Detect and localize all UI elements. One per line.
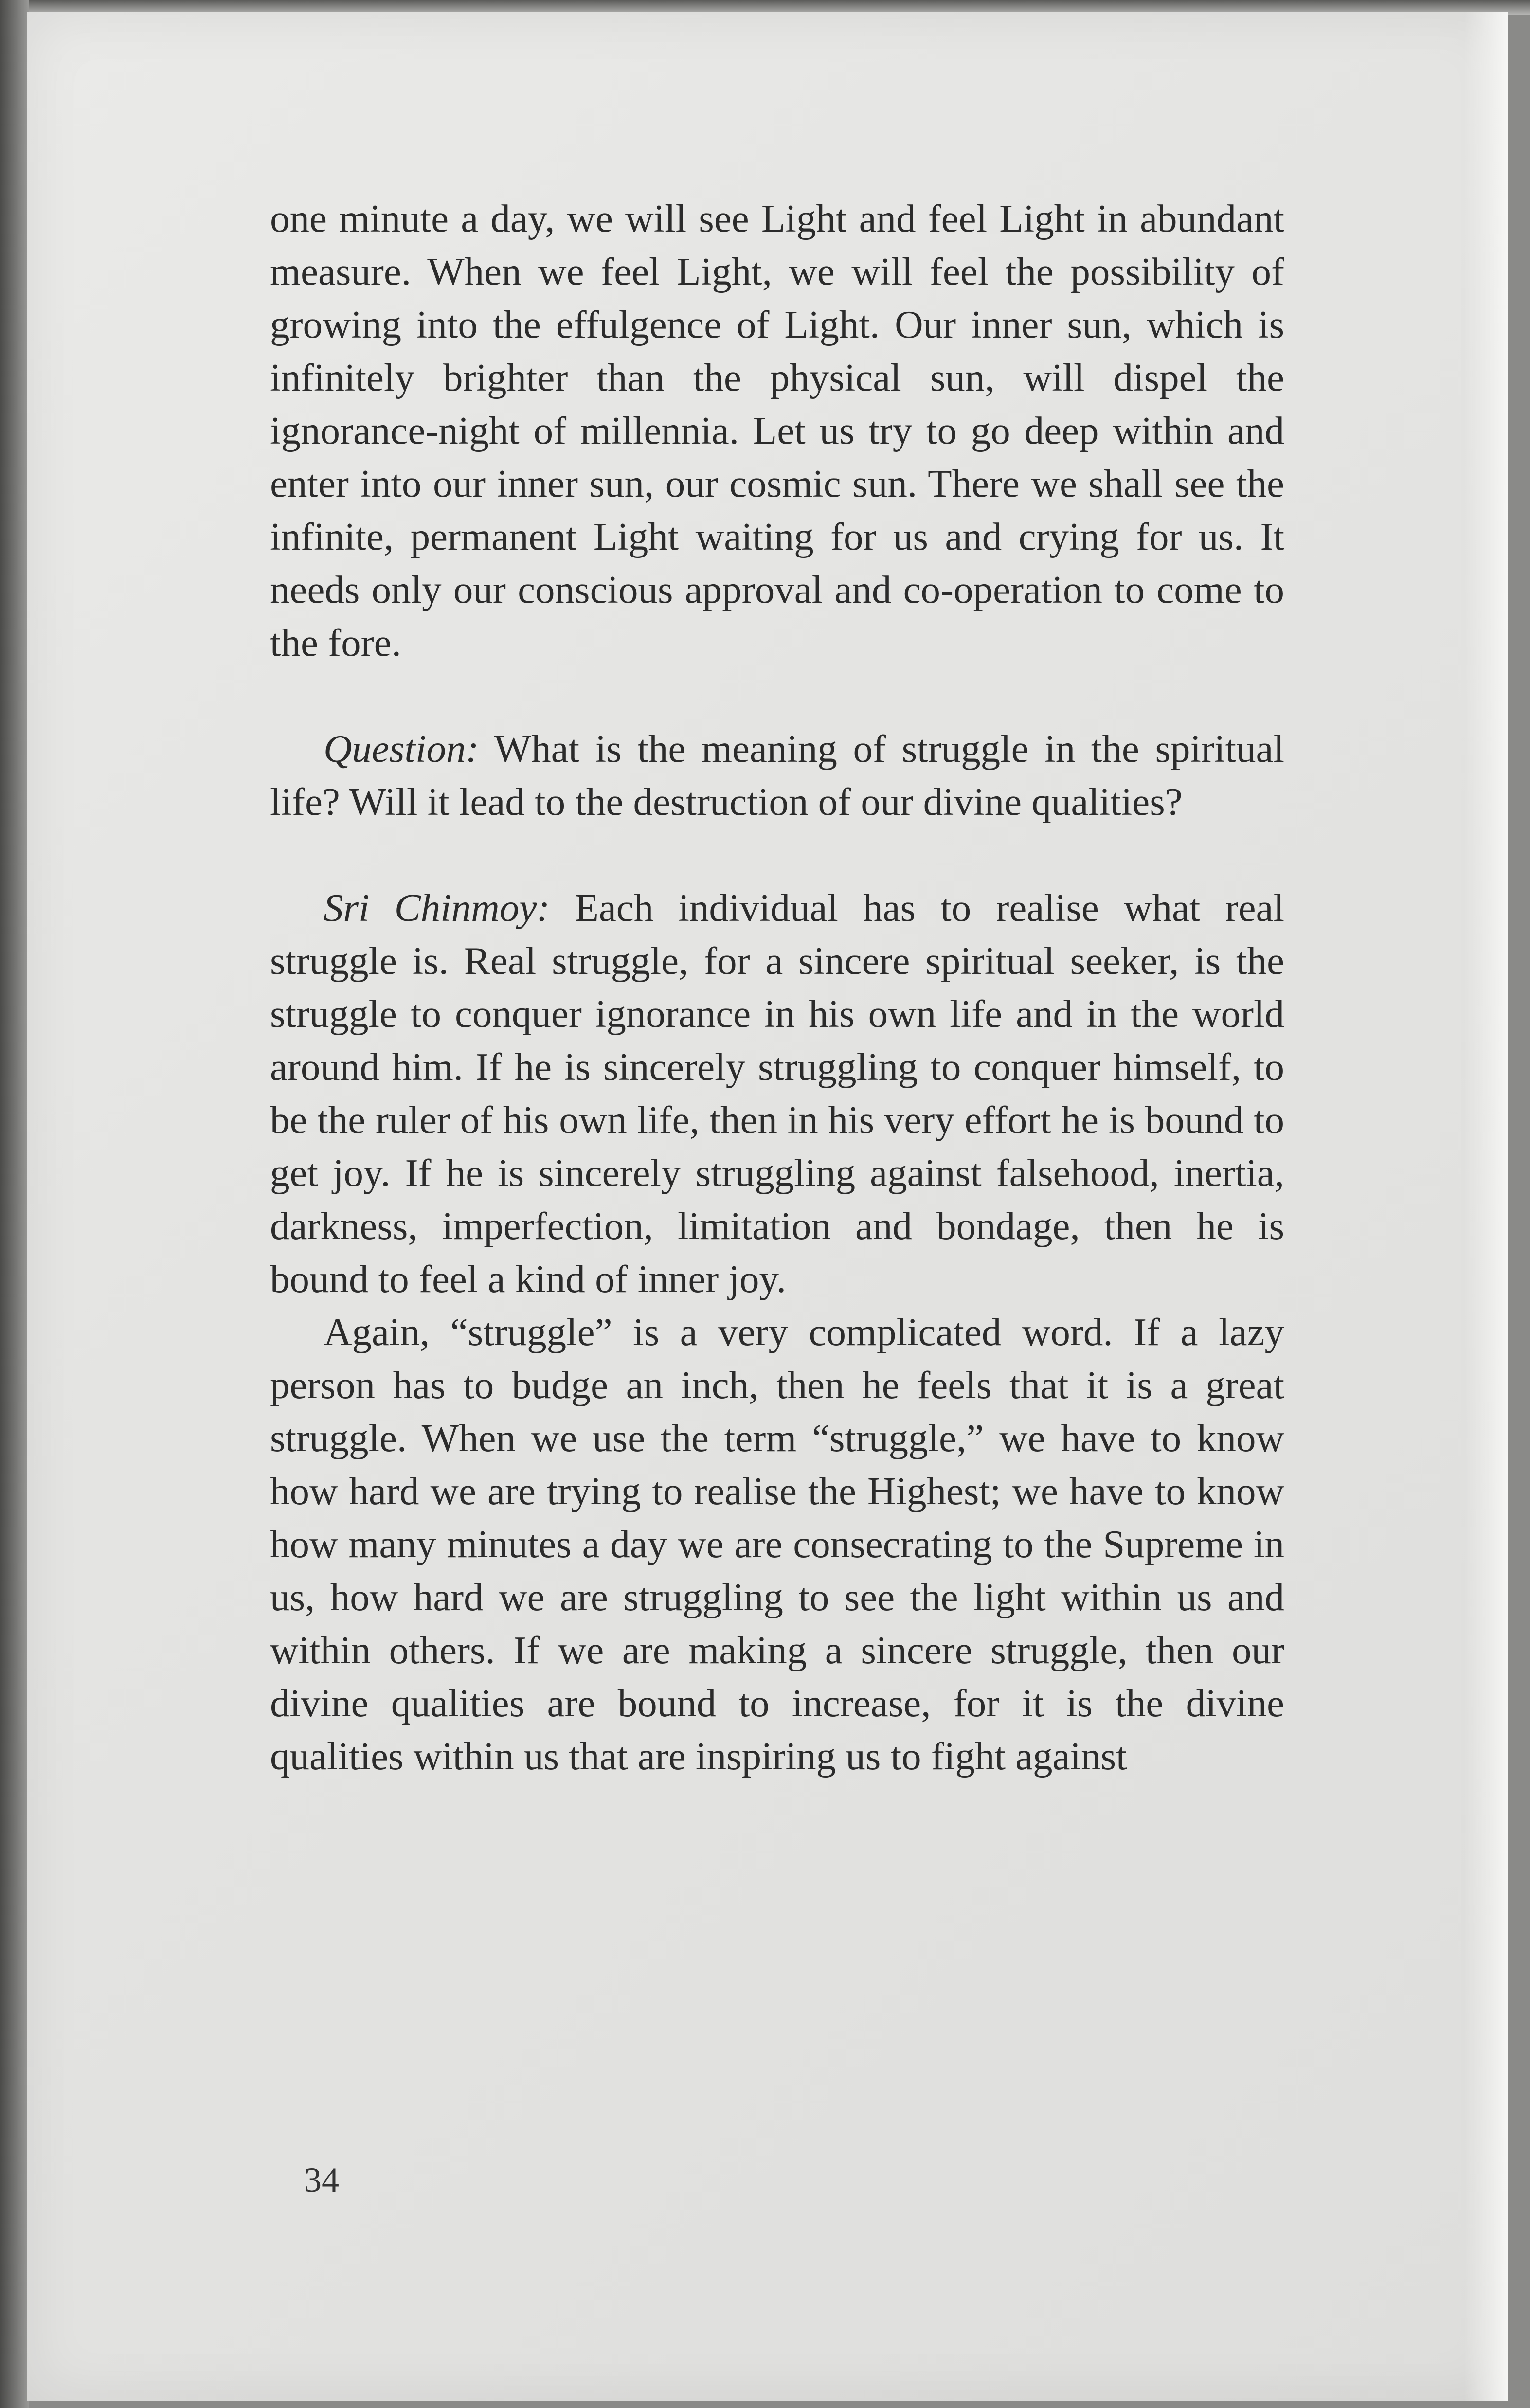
scan-edge-left [0,0,29,2408]
answer-paragraph [270,881,1284,1306]
page-number: 34 [304,2160,339,2199]
paragraph-continuation: one minute a day, we will see Light and feel Light in abundant measure. When we feel Light, we will feel the possibility of growing into the effulgence of Light. Our inner sun, which is infinitely brighter than the physical sun, will dispel the ignorance-night of millennia. Let us try to go deep within and enter into our inner sun, our cosmic sun. There we shall see the infinite, permanent Light waiting for us and crying for us. It needs only our conscious approval and co-operation to come to the fore. [270,197,1284,665]
body-text [270,192,1284,1783]
answer-text: Each individual has to realise what real struggle is. Real struggle, for a sincere spiritual seeker, is the struggle to conquer ignorance in his own life and in the world around him. If he is sincerely struggling to conquer himself, to be the ruler of his own life, then in his very effort he is bound to get joy. If he is sincerely struggling against falsehood, inertia, darkness, imperfection, limitation and bondage, then he is bound to feel a kind of inner joy. [270,886,1284,1301]
question-label: Question: [324,727,479,771]
answer-label: Sri Chinmoy: [324,886,550,930]
question-paragraph [270,722,1284,828]
page-edge-highlight [1464,12,1508,2401]
answer-paragraph-continued: Again, “struggle” is a very complicated word. If a lazy person has to budge an inch, then he feels that it is a great struggle. When we use the term “struggle,” we have to know how hard we are trying to realise the Highest; we have to know how many minutes a day we are consecrating to the Supreme in us, how hard we are struggling to see the light within us and within others. If we are making a sincere struggle, then our divine qualities are bound to increase, for it is the divine qualities within us that are inspiring us to fight against [270,1310,1284,1778]
question-text: What is the meaning of struggle in the spiritual life? Will it lead to the destruction of our divine qualities? [270,727,1284,824]
